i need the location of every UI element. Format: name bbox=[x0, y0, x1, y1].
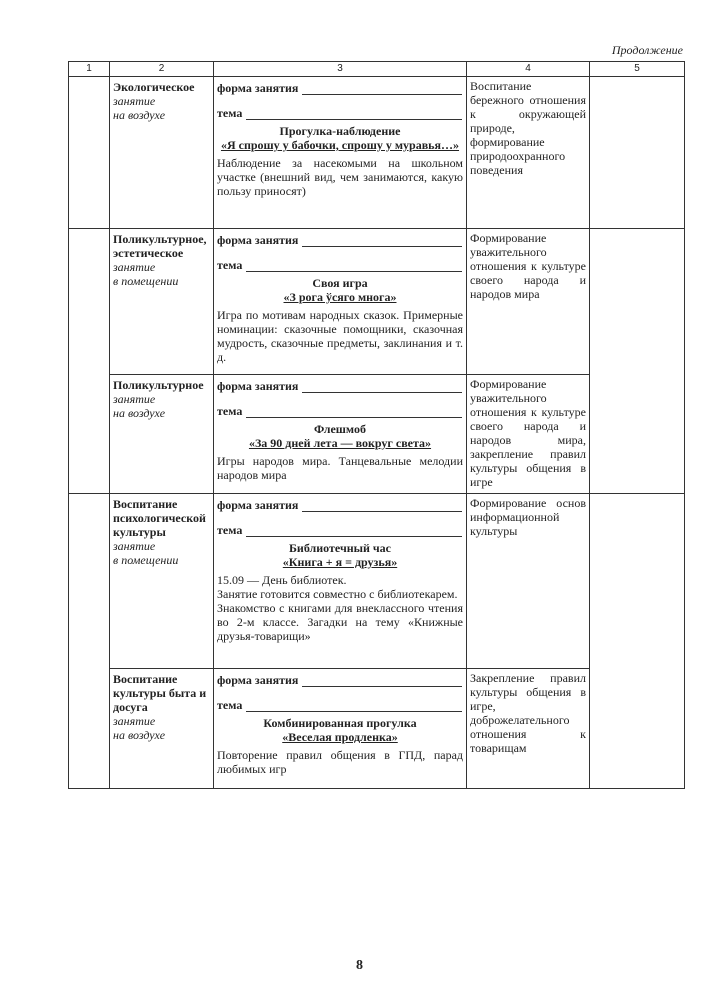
cell-notes bbox=[590, 77, 685, 229]
cell-direction bbox=[110, 229, 214, 375]
cell-goal: Формирование уважительного отношения к культуре своего народа и народов мира bbox=[467, 229, 590, 375]
theme-line bbox=[217, 522, 462, 537]
cell-direction bbox=[110, 375, 214, 494]
form-line bbox=[217, 672, 462, 687]
form-line-label: форма занятия bbox=[217, 379, 299, 393]
table-row bbox=[69, 494, 685, 669]
continuation-label: Продолжение bbox=[611, 43, 683, 57]
column-header: 1 bbox=[69, 62, 110, 77]
event-description: 15.09 — День библиотек. Занятие готовится совместно с библиотекарем. Знакомство с книгами для внеклассного чтения во 2-м классе. Загадки на тему «Книжные друзья-товарищи» bbox=[217, 573, 463, 643]
form-text: занятие на воздухе bbox=[113, 392, 166, 420]
cell-goal: Формирование уважительного отношения к культуре своего народа и народов мира, закрепление правил культуры общения в игре bbox=[467, 375, 590, 494]
form-text: занятие на воздухе bbox=[113, 94, 166, 122]
event-title: «За 90 дней лета — вокруг света» bbox=[248, 436, 432, 450]
theme-line bbox=[217, 697, 462, 712]
form-line bbox=[217, 497, 462, 512]
event-title: «Я спрошу у бабочки, спрошу у муравья…» bbox=[220, 138, 460, 152]
cell-goal: Закрепление правил культуры общения в игре, доброжелательного отношения к товарищам bbox=[467, 669, 590, 789]
table-row bbox=[69, 229, 685, 375]
event-type: Флешмоб bbox=[314, 422, 366, 436]
cell-notes bbox=[590, 229, 685, 494]
form-line bbox=[217, 80, 462, 95]
table-header-row bbox=[69, 62, 685, 77]
form-line-label: форма занятия bbox=[217, 673, 299, 687]
theme-line bbox=[217, 105, 462, 120]
cell-direction bbox=[110, 494, 214, 669]
column-header: 2 bbox=[110, 62, 214, 77]
form-text: занятие в помещении bbox=[113, 539, 179, 567]
event-title: «Веселая продленка» bbox=[282, 730, 398, 744]
cell-event bbox=[214, 77, 467, 229]
cell-day bbox=[69, 494, 110, 789]
cell-goal: Формирование основ информационной культуры bbox=[467, 494, 590, 669]
cell-notes bbox=[590, 494, 685, 789]
theme-line bbox=[217, 403, 462, 418]
event-title: «Книга + я = друзья» bbox=[282, 555, 398, 569]
cell-goal: Воспитание бережного отношения к окружающей природе, формирование природоохранного поведения bbox=[467, 77, 590, 229]
cell-event bbox=[214, 229, 467, 375]
form-line-label: форма занятия bbox=[217, 81, 299, 95]
event-type: Своя игра bbox=[312, 276, 368, 290]
theme-line bbox=[217, 257, 462, 272]
cell-direction bbox=[110, 77, 214, 229]
theme-line-label: тема bbox=[217, 404, 243, 418]
theme-line-label: тема bbox=[217, 106, 243, 120]
table-row bbox=[69, 77, 685, 229]
direction-text: Экологическое bbox=[113, 80, 195, 94]
direction-text: Воспитание психологической культуры bbox=[113, 497, 206, 539]
form-line bbox=[217, 232, 462, 247]
cell-event bbox=[214, 375, 467, 494]
event-title: «З рога ўсяго многа» bbox=[283, 290, 397, 304]
event-description: Игра по мотивам народных сказок. Примерные номинации: сказочные помощники, сказочная мудрость, сказочные предметы, заклинания и т. д. bbox=[217, 308, 463, 364]
event-type: Прогулка-наблюдение bbox=[279, 124, 401, 138]
form-line-label: форма занятия bbox=[217, 233, 299, 247]
cell-day bbox=[69, 77, 110, 229]
event-description: Повторение правил общения в ГПД, парад любимых игр bbox=[217, 748, 463, 776]
event-description: Наблюдение за насекомыми на школьном участке (внешний вид, чем занимаются, какую пользу приносят) bbox=[217, 156, 463, 198]
cell-day bbox=[69, 229, 110, 494]
direction-text: Воспитание культуры быта и досуга bbox=[113, 672, 207, 714]
event-type: Библиотечный час bbox=[288, 541, 392, 555]
theme-line-label: тема bbox=[217, 523, 243, 537]
form-line bbox=[217, 378, 462, 393]
theme-line-label: тема bbox=[217, 258, 243, 272]
form-text: занятие в помещении bbox=[113, 260, 179, 288]
event-description: Игры народов мира. Танцевальные мелодии народов мира bbox=[217, 454, 463, 482]
form-text: занятие на воздухе bbox=[113, 714, 166, 742]
column-header: 3 bbox=[214, 62, 467, 77]
form-line-label: форма занятия bbox=[217, 498, 299, 512]
direction-text: Поликультурное bbox=[113, 378, 204, 392]
column-header: 4 bbox=[467, 62, 590, 77]
plan-table bbox=[68, 61, 685, 789]
column-header: 5 bbox=[590, 62, 685, 77]
theme-line-label: тема bbox=[217, 698, 243, 712]
direction-text: Поликультурное, эстетическое bbox=[113, 232, 207, 260]
cell-direction bbox=[110, 669, 214, 789]
event-type: Комбинированная прогулка bbox=[263, 716, 417, 730]
cell-event bbox=[214, 494, 467, 669]
page-number: 8 bbox=[356, 958, 363, 973]
cell-event bbox=[214, 669, 467, 789]
